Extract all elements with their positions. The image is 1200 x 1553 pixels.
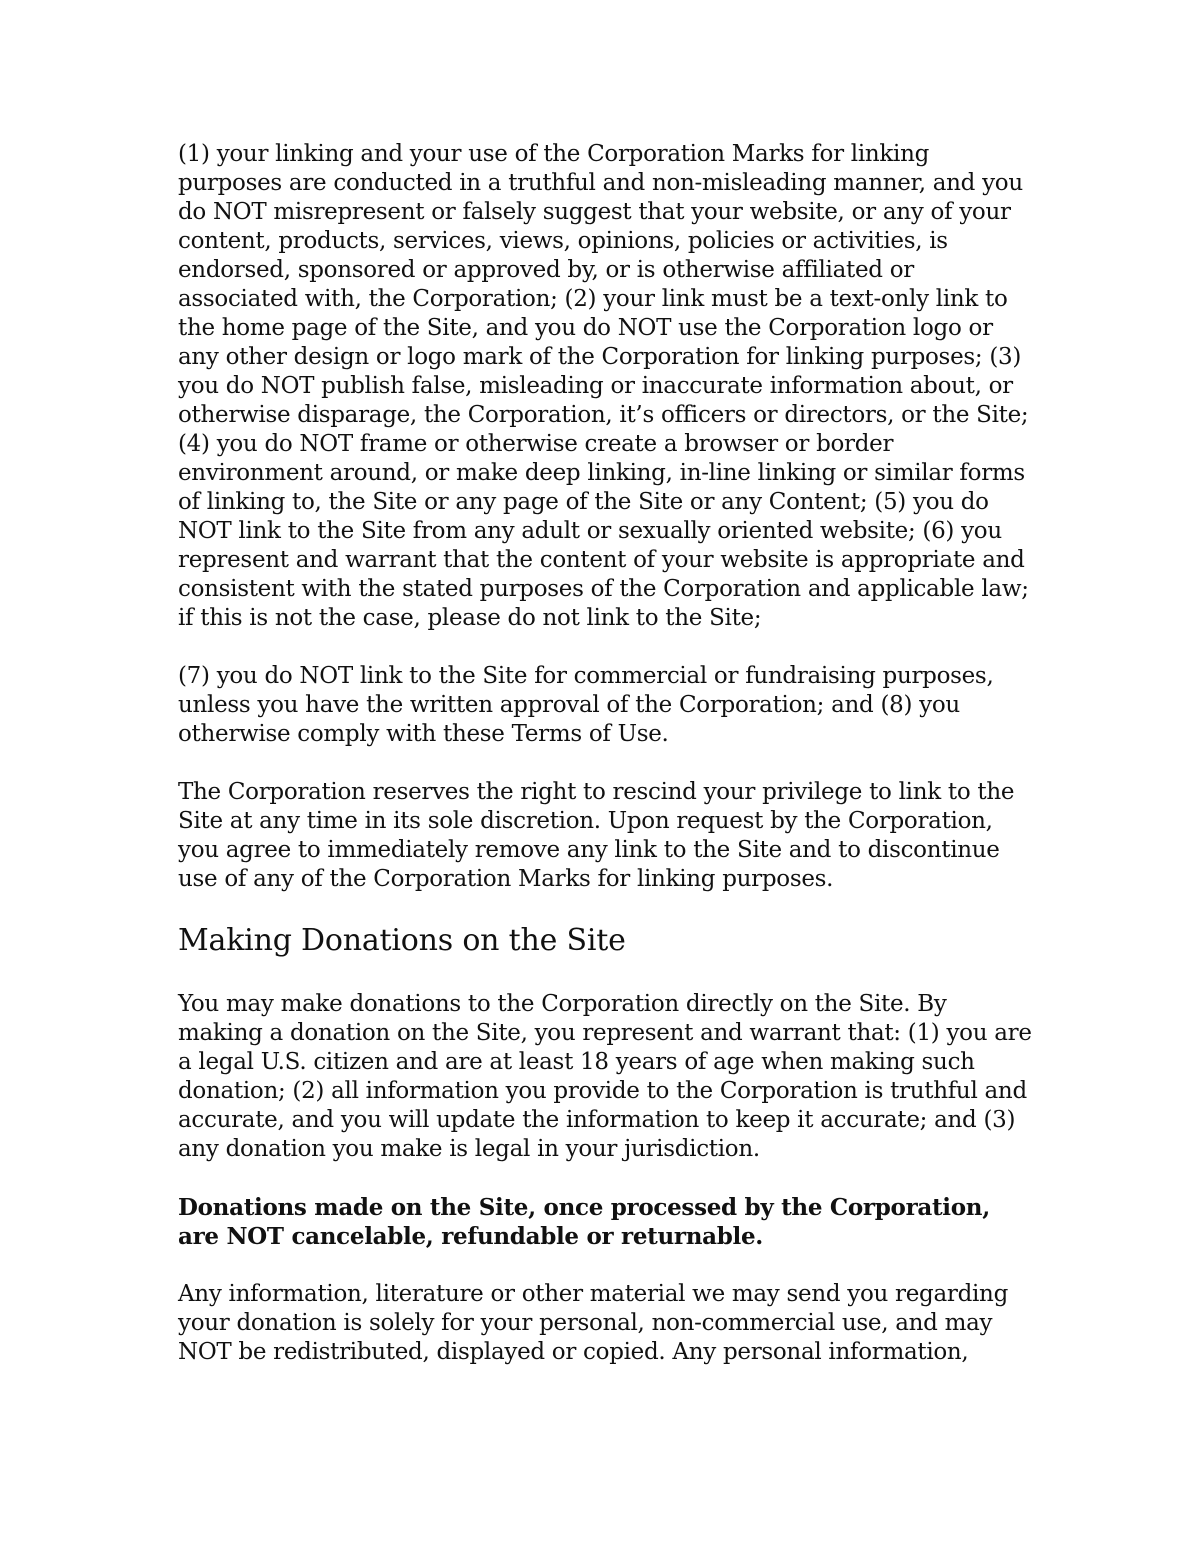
linking-conditions-continued-paragraph: (7) you do NOT link to the Site for commercial or fundraising purposes, unless you have the written approval of the Corporation; and (8) you otherwise comply with these Terms of Use. (178, 663, 994, 747)
non-refundable-notice: Donations made on the Site, once processed by the Corporation, are NOT cancelable, refundable or returnable. (178, 1194, 990, 1250)
rescind-privilege-paragraph: The Corporation reserves the right to rescind your privilege to link to the Site at any time in its sole discretion. Upon request by the Corporation, you agree to immediately remove any link to the Site and to discontinue use of any of the Corporation Marks for linking purposes. (178, 779, 1015, 892)
donations-paragraph: You may make donations to the Corporation directly on the Site. By making a donation on the Site, you represent and warrant that: (1) you are a legal U.S. citizen and are at least 18 years of age when making such donation; (2) all information you provide to the Corporation is truthful and accurate, and you will update the information to keep it accurate; and (3) any donation you make is legal in your jurisdiction. (178, 991, 1032, 1162)
section-heading: Making Donations on the Site (178, 923, 626, 958)
donation-materials-paragraph: Any information, literature or other material we may send you regarding your donation is solely for your personal, non-commercial use, and may NOT be redistributed, displayed or copied. Any personal information, (178, 1281, 1008, 1365)
document-page (178, 140, 1038, 1396)
linking-conditions-paragraph: (1) your linking and your use of the Corporation Marks for linking purposes are conducted in a truthful and non-misleading manner, and you do NOT misrepresent or falsely suggest that your website, or any of your content, products, services, views, opinions, policies or activities, is endorsed, sponsored or approved by, or is otherwise affiliated or associated with, the Corporation; (2) your link must be a text-only link to the home page of the Site, and you do NOT use the Corporation logo or any other design or logo mark of the Corporation for linking purposes; (3) you do NOT publish false, misleading or inaccurate information about, or otherwise disparage, the Corporation, it’s officers or directors, or the Site; (4) you do NOT frame or otherwise create a browser or border environment around, or make deep linking, in-line linking or similar forms of linking to, the Site or any page of the Site or any Content; (5) you do NOT link to the Site from any adult or sexually oriented website; (6) you represent and warrant that the content of your website is appropriate and consistent with the stated purposes of the Corporation and applicable law; if this is not the case, please do not link to the Site; (178, 141, 1029, 631)
